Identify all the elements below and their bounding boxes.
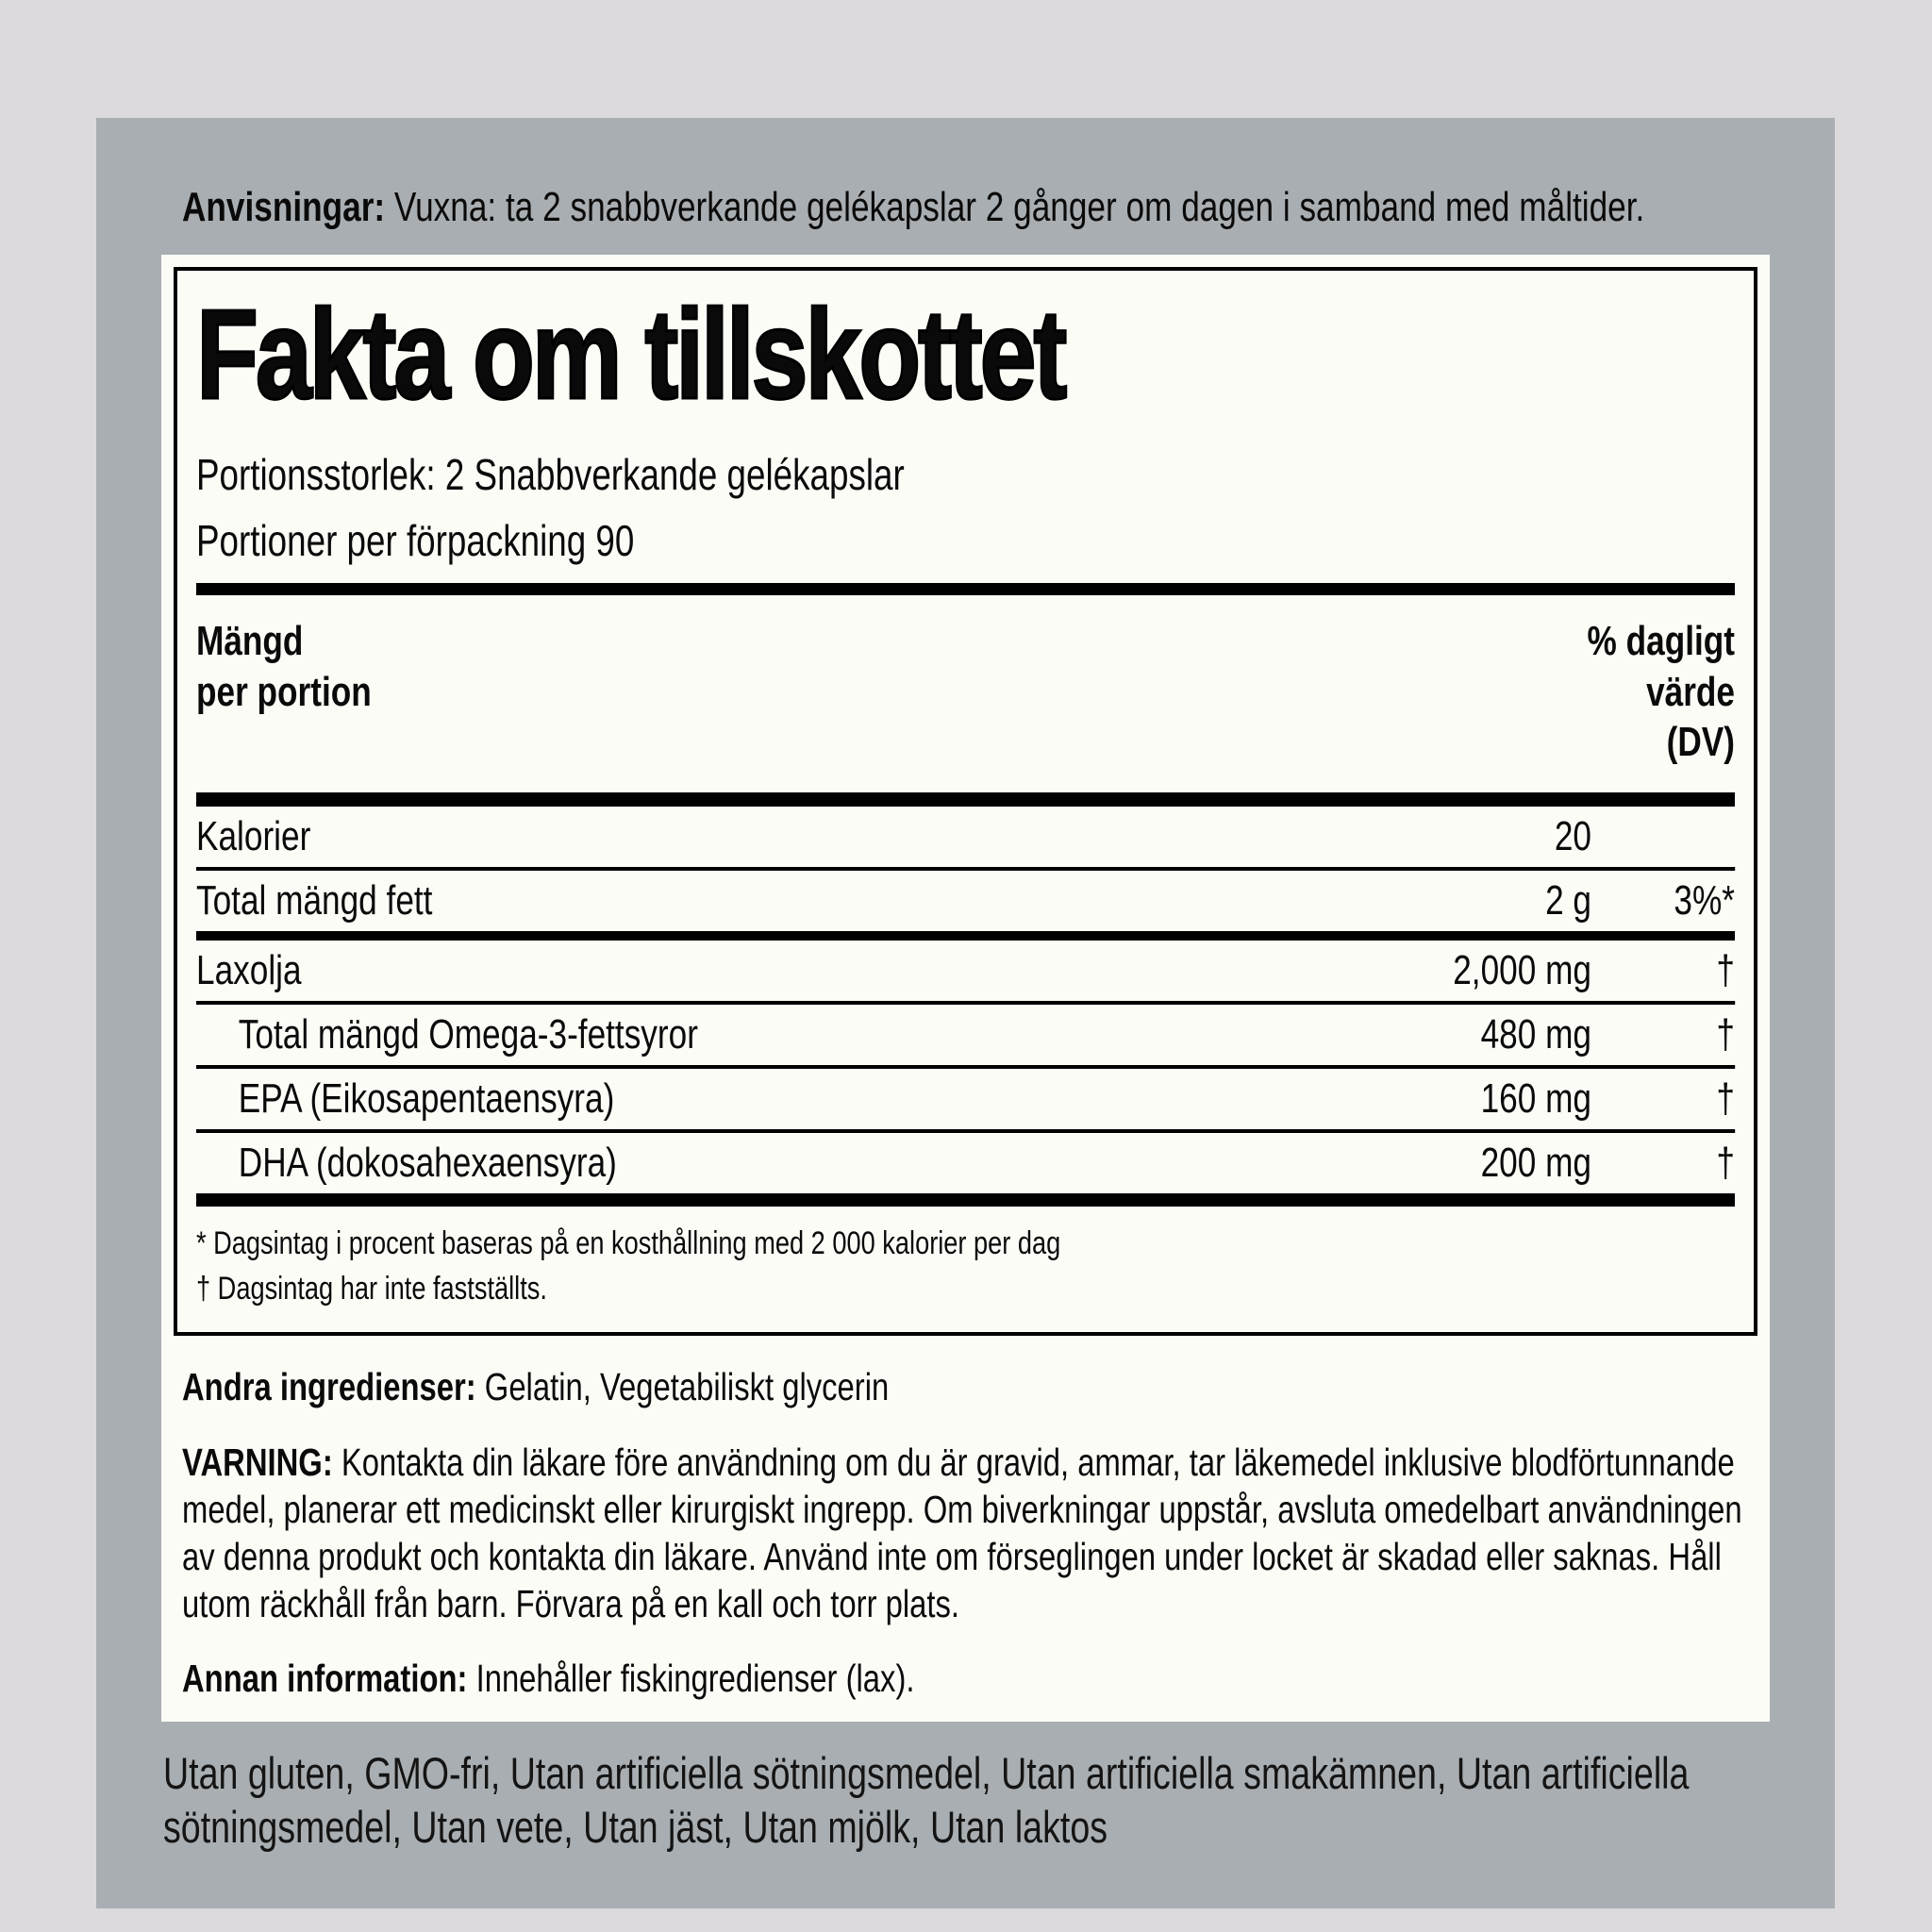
divider-header-bottom	[196, 792, 1735, 807]
amount-column-header	[196, 616, 372, 717]
table-row-omega3	[196, 1005, 1735, 1069]
dv-header-line3: (DV)	[1666, 719, 1735, 766]
other-info-label: Annan information:	[182, 1657, 468, 1701]
nutrient-dv: †	[1716, 1011, 1735, 1058]
other-ingredients-text: Gelatin, Vegetabiliskt glycerin	[484, 1365, 890, 1409]
footnote-dagger: † Dagsintag har inte fastställts.	[196, 1270, 547, 1307]
dv-header-line2: värde	[1646, 668, 1735, 715]
nutrient-name: EPA (Eikosapentaensyra)	[238, 1075, 615, 1122]
free-from-text: Utan gluten, GMO-fri, Utan artificiella sötningsmedel, Utan artificiella smakämnen, Utan artificiella sötningsmedel, Utan vete, Utan jäst, Utan mjölk, Utan laktos	[163, 1747, 1690, 1852]
nutrient-amount: 480 mg	[1480, 1011, 1591, 1058]
nutrient-name: Kalorier	[196, 813, 311, 859]
divider-header-top	[196, 583, 1735, 595]
warning-text: Kontakta din läkare före användning om du är gravid, ammar, tar läkemedel inklusive blodförtunnande medel, planerar ett medicinskt eller kirurgiskt ingrepp. Om biverkningar uppstår, avsluta omedelbart användningen av denna produkt och kontakta din läkare. Använd inte om förseglingen under locket är skadad eller saknas. Håll utom räckhåll från barn. Förvara på en kall och torr plats.	[182, 1441, 1742, 1626]
nutrient-name: Total mängd fett	[196, 877, 433, 924]
nutrient-dv: †	[1716, 1075, 1735, 1122]
dv-header-line1: % dagligt	[1587, 617, 1735, 664]
serving-size-line: Portionsstorlek: 2 Snabbverkande gelékapslar	[196, 450, 905, 500]
nutrient-name: DHA (dokosahexaensyra)	[238, 1140, 617, 1186]
footnote-asterisk: * Dagsintag i procent baseras på en kosthållning med 2 000 kalorier per dag	[196, 1225, 1061, 1261]
nutrient-amount: 2,000 mg	[1453, 947, 1591, 993]
nutrient-amount: 2 g	[1545, 877, 1591, 924]
directions-line	[182, 184, 1790, 232]
other-ingredients-line	[182, 1364, 1766, 1410]
nutrient-name: Laxolja	[196, 947, 302, 993]
label-white-area	[161, 255, 1770, 1722]
table-row-salmon-oil	[196, 941, 1735, 1005]
nutrient-amount: 160 mg	[1480, 1075, 1591, 1122]
nutrient-dv: 3%*	[1674, 877, 1735, 924]
table-row-calories	[196, 807, 1735, 871]
amount-header-line2: per portion	[196, 668, 372, 715]
directions-text: Vuxna: ta 2 snabbverkande gelékapslar 2 gånger om dagen i samband med måltider.	[393, 184, 1645, 230]
table-header-row	[196, 595, 1735, 792]
nutrient-name: Total mängd Omega-3-fettsyror	[238, 1011, 698, 1058]
other-ingredients-label: Andra ingredienser:	[182, 1365, 476, 1409]
nutrient-dv: †	[1716, 947, 1735, 993]
table-row-total-fat	[196, 871, 1735, 931]
divider-final	[196, 1193, 1735, 1207]
nutrient-amount: 20	[1554, 813, 1591, 859]
servings-per-container-line: Portioner per förpackning 90	[196, 516, 635, 566]
warning-paragraph	[182, 1439, 1766, 1627]
supplement-facts-panel	[174, 267, 1757, 1337]
footnotes	[196, 1222, 1735, 1311]
divider-mid	[196, 931, 1735, 941]
nutrient-dv: †	[1716, 1140, 1735, 1186]
panel-title: Fakta om tillskottet	[196, 282, 1065, 425]
other-info-text: Innehåller fiskingredienser (lax).	[475, 1657, 915, 1701]
table-row-epa	[196, 1069, 1735, 1133]
directions-label: Anvisningar:	[182, 184, 386, 230]
warning-label: VARNING:	[182, 1441, 333, 1485]
amount-header-line1: Mängd	[196, 617, 304, 664]
nutrient-amount: 200 mg	[1480, 1140, 1591, 1186]
label-gray-backdrop	[96, 118, 1835, 1908]
other-info-line	[182, 1656, 1766, 1702]
dv-column-header	[1588, 616, 1735, 768]
table-row-dha	[196, 1133, 1735, 1193]
